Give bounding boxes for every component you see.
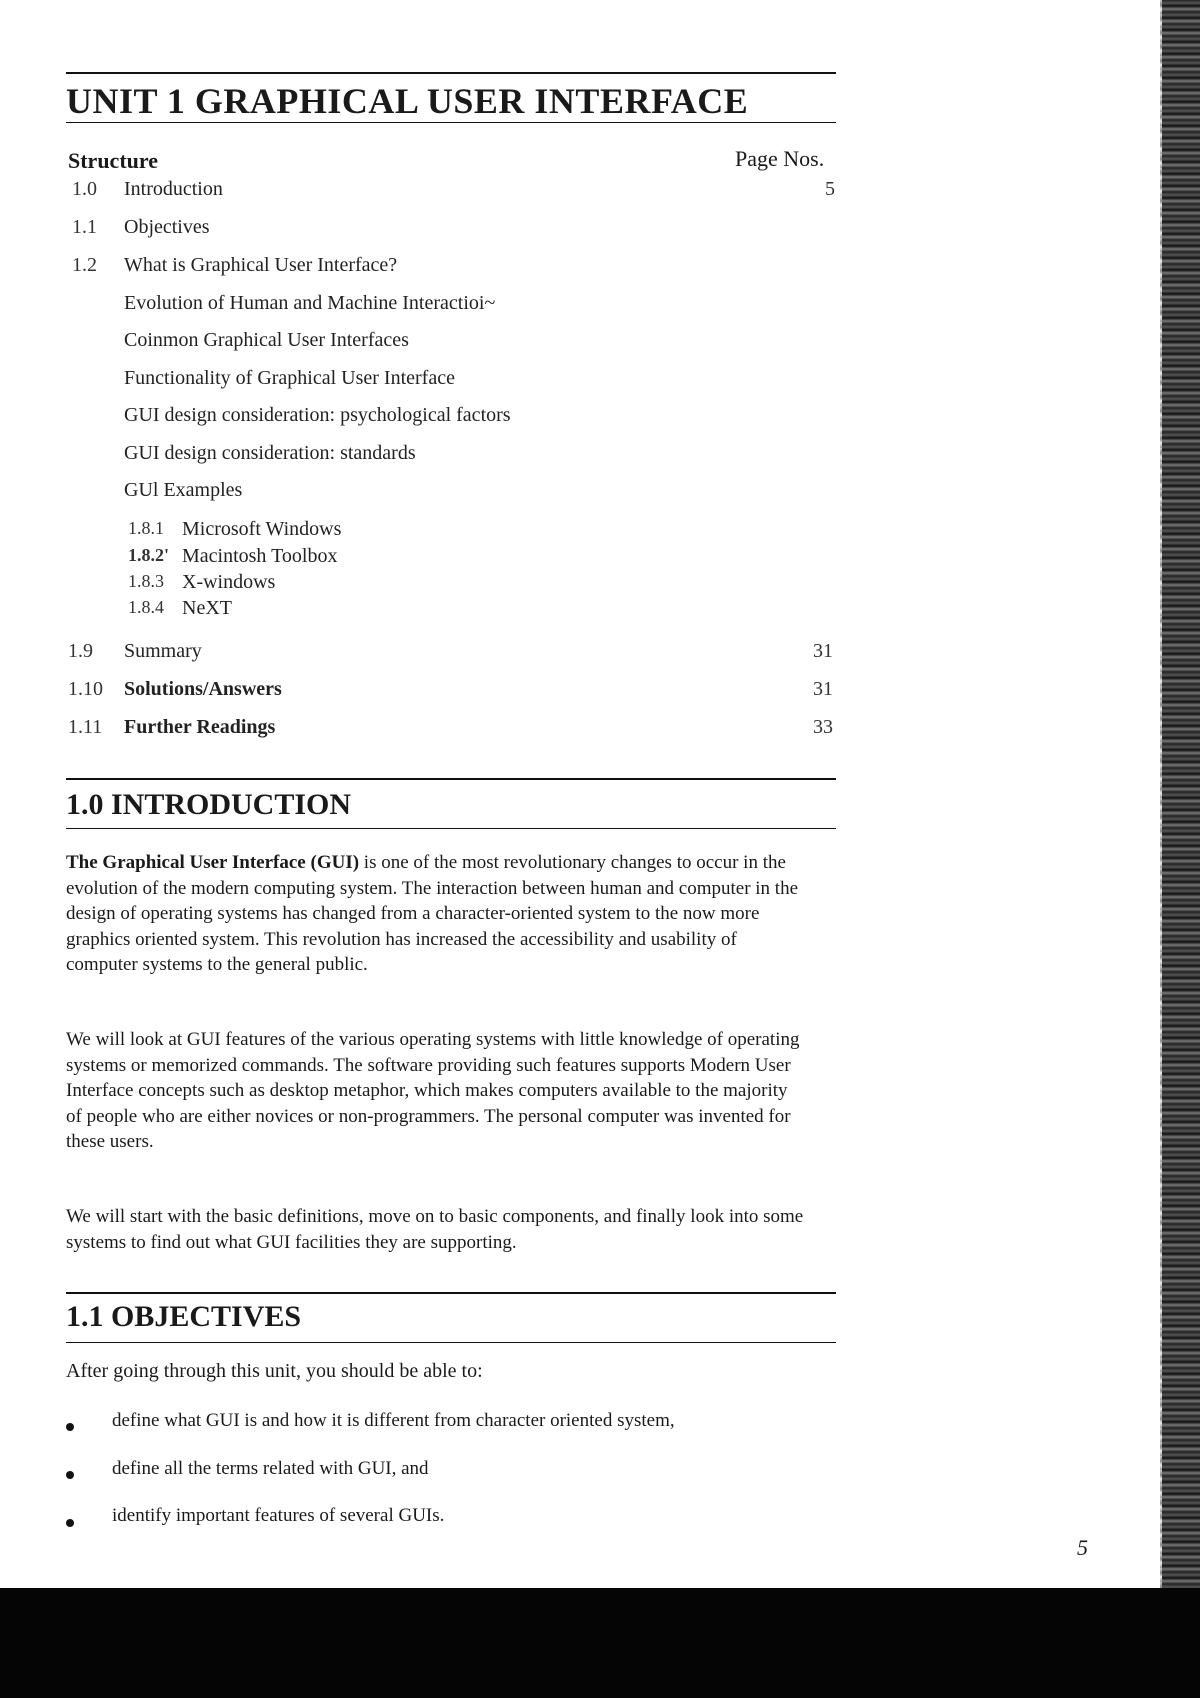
toc-item-num: 1.1	[72, 216, 97, 238]
objectives-intro: After going through this unit, you should be able to:	[66, 1360, 483, 1382]
toc-item-page: 5	[825, 178, 835, 200]
toc-item-label: GUI design consideration: psychological factors	[124, 404, 511, 426]
objective-item: define what GUI is and how it is different from character oriented system,	[112, 1410, 675, 1431]
intro-heading: 1.0 INTRODUCTION	[66, 788, 352, 821]
scan-bottom-shadow	[0, 1588, 1200, 1698]
objective-item: define all the terms related with GUI, and	[112, 1458, 429, 1479]
gui-term: The Graphical User Interface (GUI)	[66, 852, 360, 873]
objectives-heading: 1.1 OBJECTIVES	[66, 1300, 302, 1333]
intro-paragraph-1-text: is one of the most revolutionary changes to occur in the evolution of the modern computing system. The interaction between human and computer in the design of operating systems has changed from a character-oriented system to the now more graphics oriented system. This revolution has increased the accessibility and usability of computer systems to the general public.	[66, 852, 799, 975]
toc-item-label: Coinmon Graphical User Interfaces	[124, 329, 409, 351]
toc-item-label: What is Graphical User Interface?	[124, 254, 398, 276]
toc-item-page: 31	[813, 678, 833, 700]
intro-top-rule	[66, 778, 836, 780]
toc-item-label: Introduction	[124, 178, 223, 200]
toc-item-num: 1.11	[68, 716, 103, 738]
toc-item-label: Solutions/Answers	[124, 678, 282, 700]
toc-item-label: Objectives	[124, 216, 210, 238]
toc-subitem-label: X-windows	[182, 571, 276, 593]
page-nos-heading: Page Nos.	[735, 146, 825, 171]
toc-subitem-num: 1.8.2'	[128, 545, 170, 565]
toc-item-label: Further Readings	[124, 716, 276, 738]
toc-item-label: Evolution of Human and Machine Interactioi~	[124, 292, 496, 314]
title-underline	[66, 122, 836, 123]
intro-paragraph-1	[66, 850, 806, 978]
bullet-icon	[66, 1519, 74, 1527]
toc-item-label: GUl Examples	[124, 479, 243, 501]
objective-item: identify important features of several GUIs.	[112, 1505, 445, 1526]
intro-paragraph-3: We will start with the basic definitions, move on to basic components, and finally look into some systems to find out what GUI facilities they are supporting.	[66, 1206, 804, 1253]
toc-subitem-label: Microsoft Windows	[182, 518, 342, 540]
toc-item-num: 1.0	[72, 178, 97, 200]
toc-item-page: 33	[813, 716, 833, 738]
footer-page-number: 5	[1077, 1535, 1088, 1560]
scan-edge-shadow	[1162, 0, 1200, 1590]
unit-title: UNIT 1 GRAPHICAL USER INTERFACE	[66, 81, 749, 121]
toc-item-num: 1.2	[72, 254, 97, 276]
toc-subitem-num: 1.8.4	[128, 597, 164, 617]
toc-item-label: Summary	[124, 640, 202, 662]
toc-item-num: 1.10	[68, 678, 103, 700]
bullet-icon	[66, 1471, 74, 1479]
objectives-underline	[66, 1342, 836, 1343]
objectives-top-rule	[66, 1292, 836, 1294]
toc-item-num: 1.9	[68, 640, 93, 662]
bullet-icon	[66, 1423, 74, 1431]
toc-subitem-label: NeXT	[182, 597, 232, 619]
toc-item-label: Functionality of Graphical User Interface	[124, 367, 455, 389]
toc-subitem-label: Macintosh Toolbox	[182, 545, 338, 567]
structure-heading: Structure	[68, 148, 159, 173]
toc-item-page: 31	[813, 640, 833, 662]
toc-subitem-num: 1.8.3	[128, 571, 164, 591]
top-rule	[66, 72, 836, 74]
intro-underline	[66, 828, 836, 829]
toc-item-label: GUI design consideration: standards	[124, 442, 416, 464]
toc-subitem-num: 1.8.1	[128, 518, 164, 538]
intro-paragraph-2: We will look at GUI features of the various operating systems with little knowledge of operating systems or memorized commands. The software providing such features supports Modern User Interface concepts such as desktop metaphor, which makes computers available to the majority of people who are either novices or non-programmers. The personal computer was invented for these users.	[66, 1029, 800, 1152]
